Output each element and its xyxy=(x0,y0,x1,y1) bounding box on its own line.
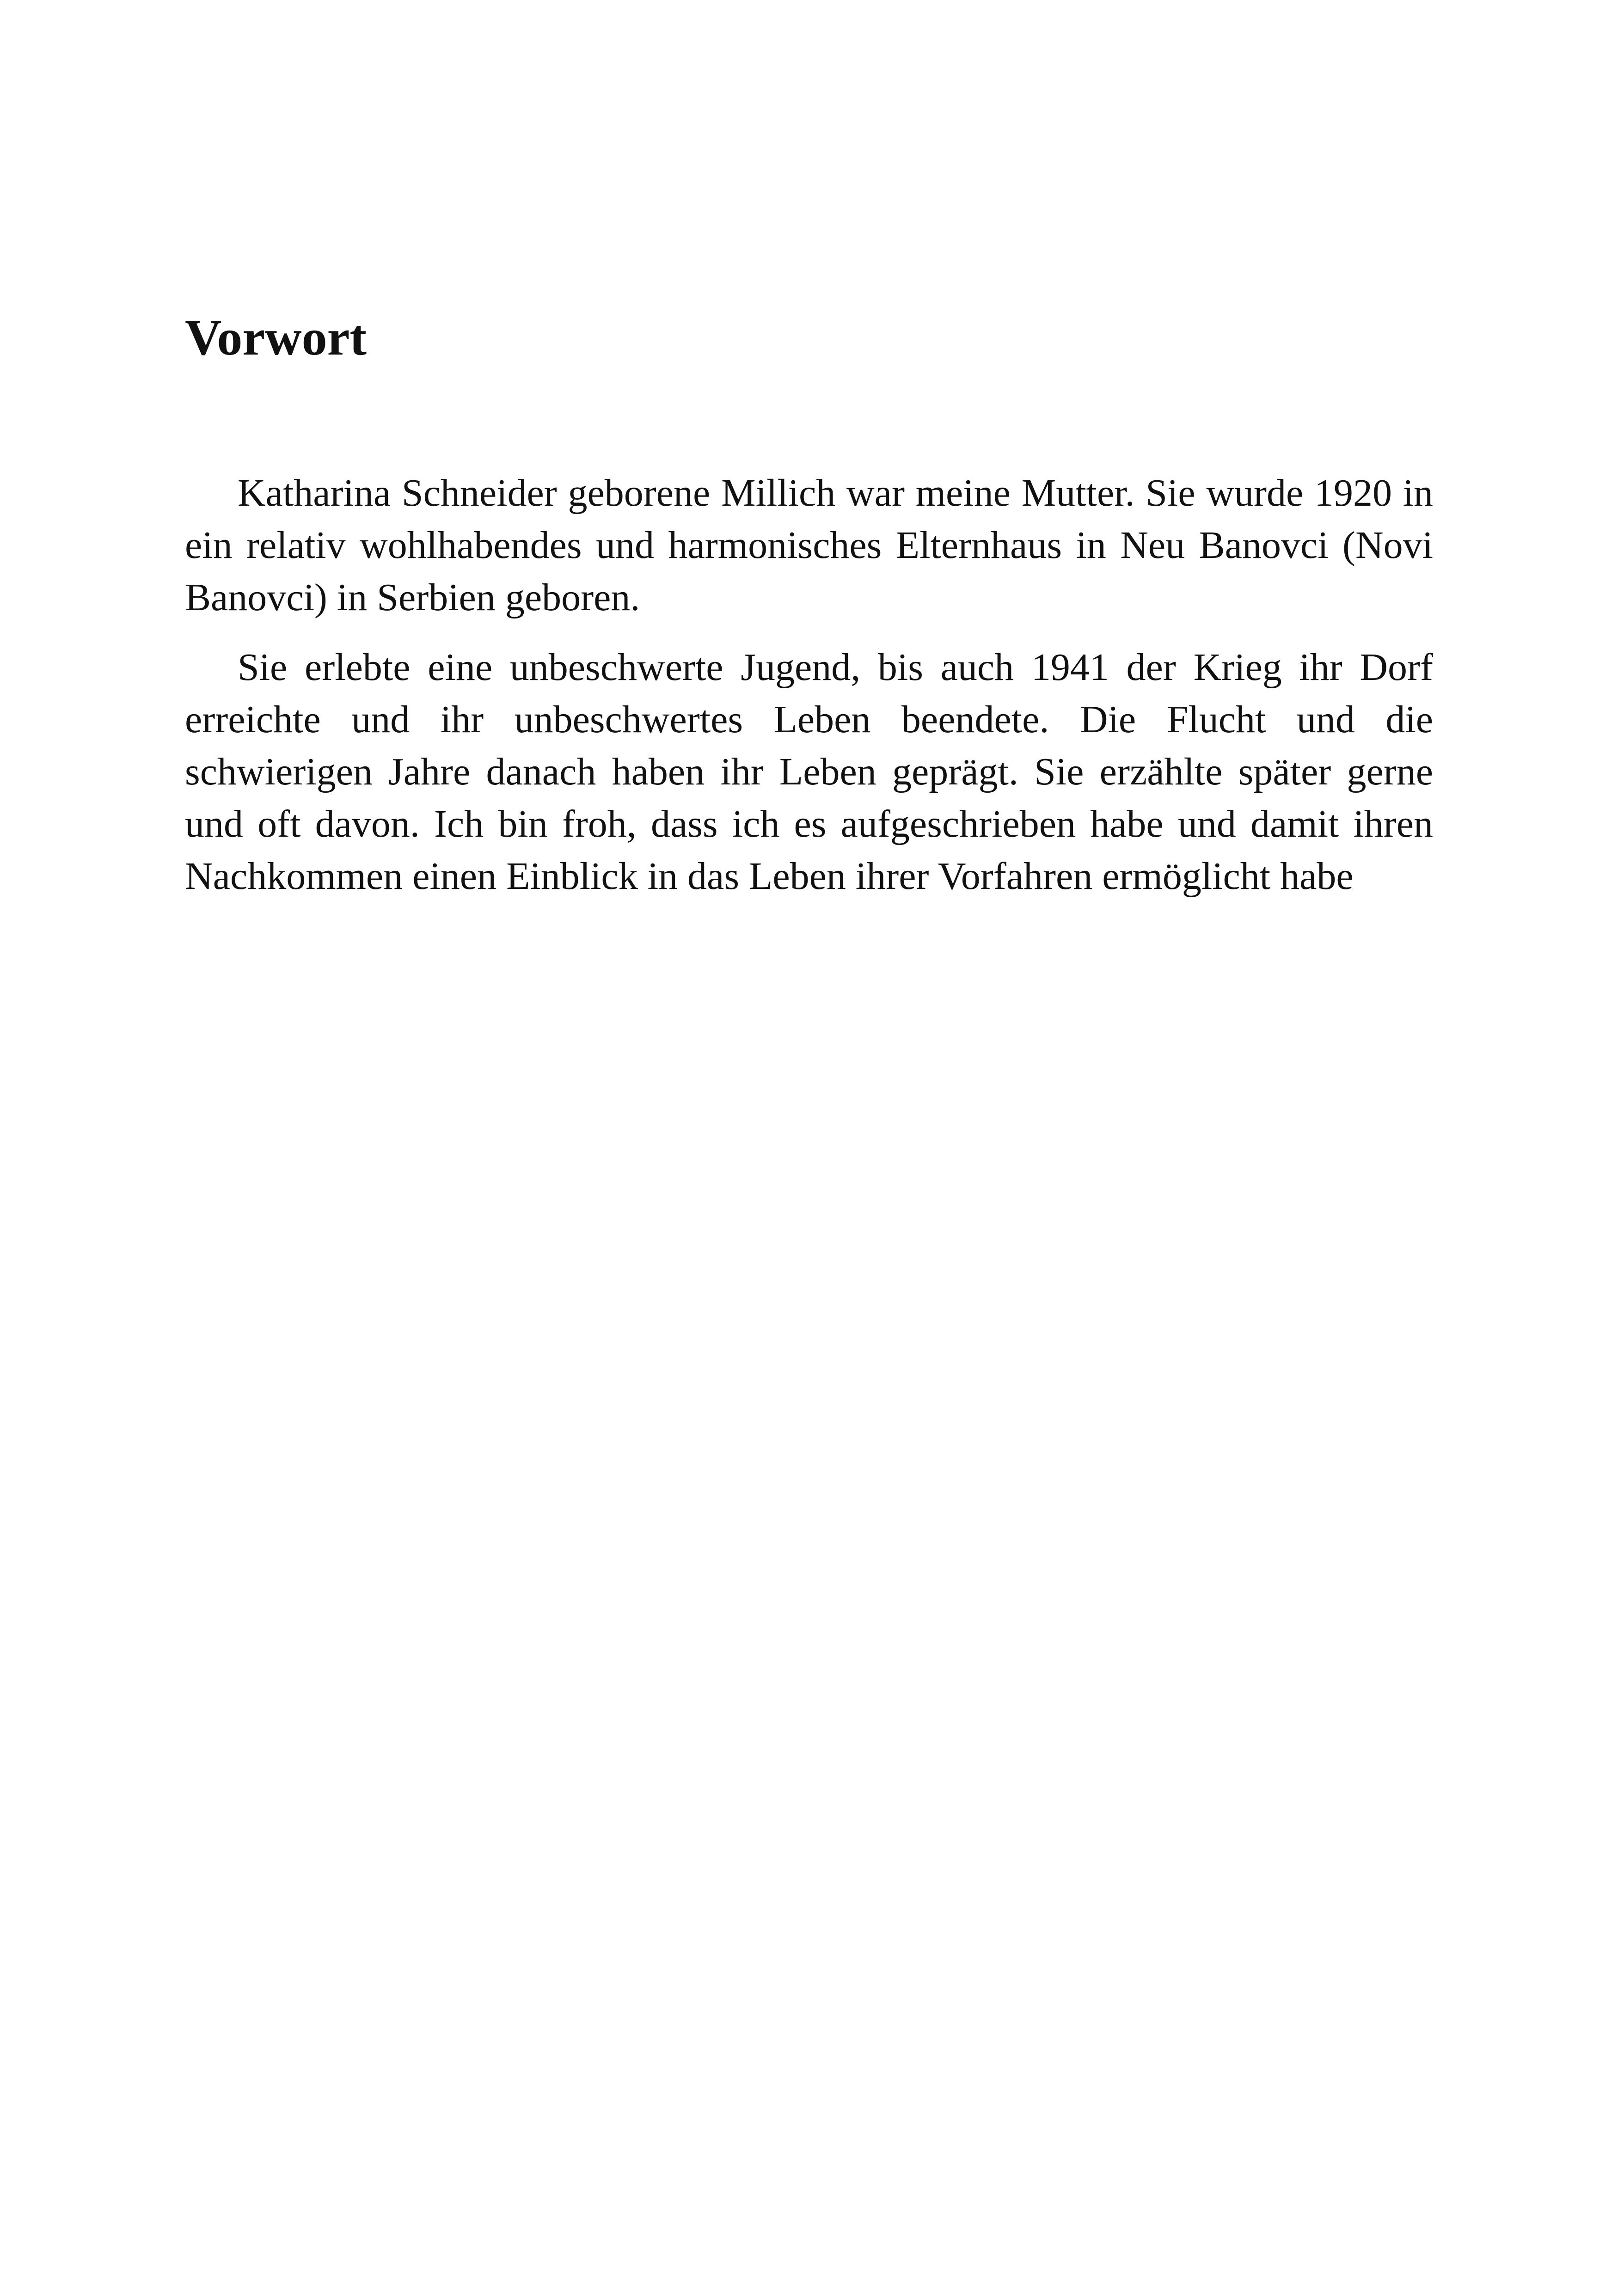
body-text xyxy=(185,467,1433,920)
paragraph-2: Sie erlebte eine unbeschwerte Jugend, bis auch 1941 der Krieg ihr Dorf erreichte und ihr unbeschwertes Leben beendete. Die Flucht und die schwierigen Jahre danach haben ihr Leben geprägt. Sie erzählte später gerne und oft davon. Ich bin froh, dass ich es aufgeschrieben habe und damit ihren Nachkommen einen Einblick in das Leben ihrer Vorfahren ermöglicht habe xyxy=(185,646,1433,898)
paragraph-1: Katharina Schneider geborene Millich war meine Mutter. Sie wurde 1920 in ein relativ wohlhabendes und harmonisches Elternhaus in Neu Banovci (Novi Banovci) in Serbien geboren. xyxy=(185,471,1433,619)
page-title: Vorwort xyxy=(185,309,367,366)
